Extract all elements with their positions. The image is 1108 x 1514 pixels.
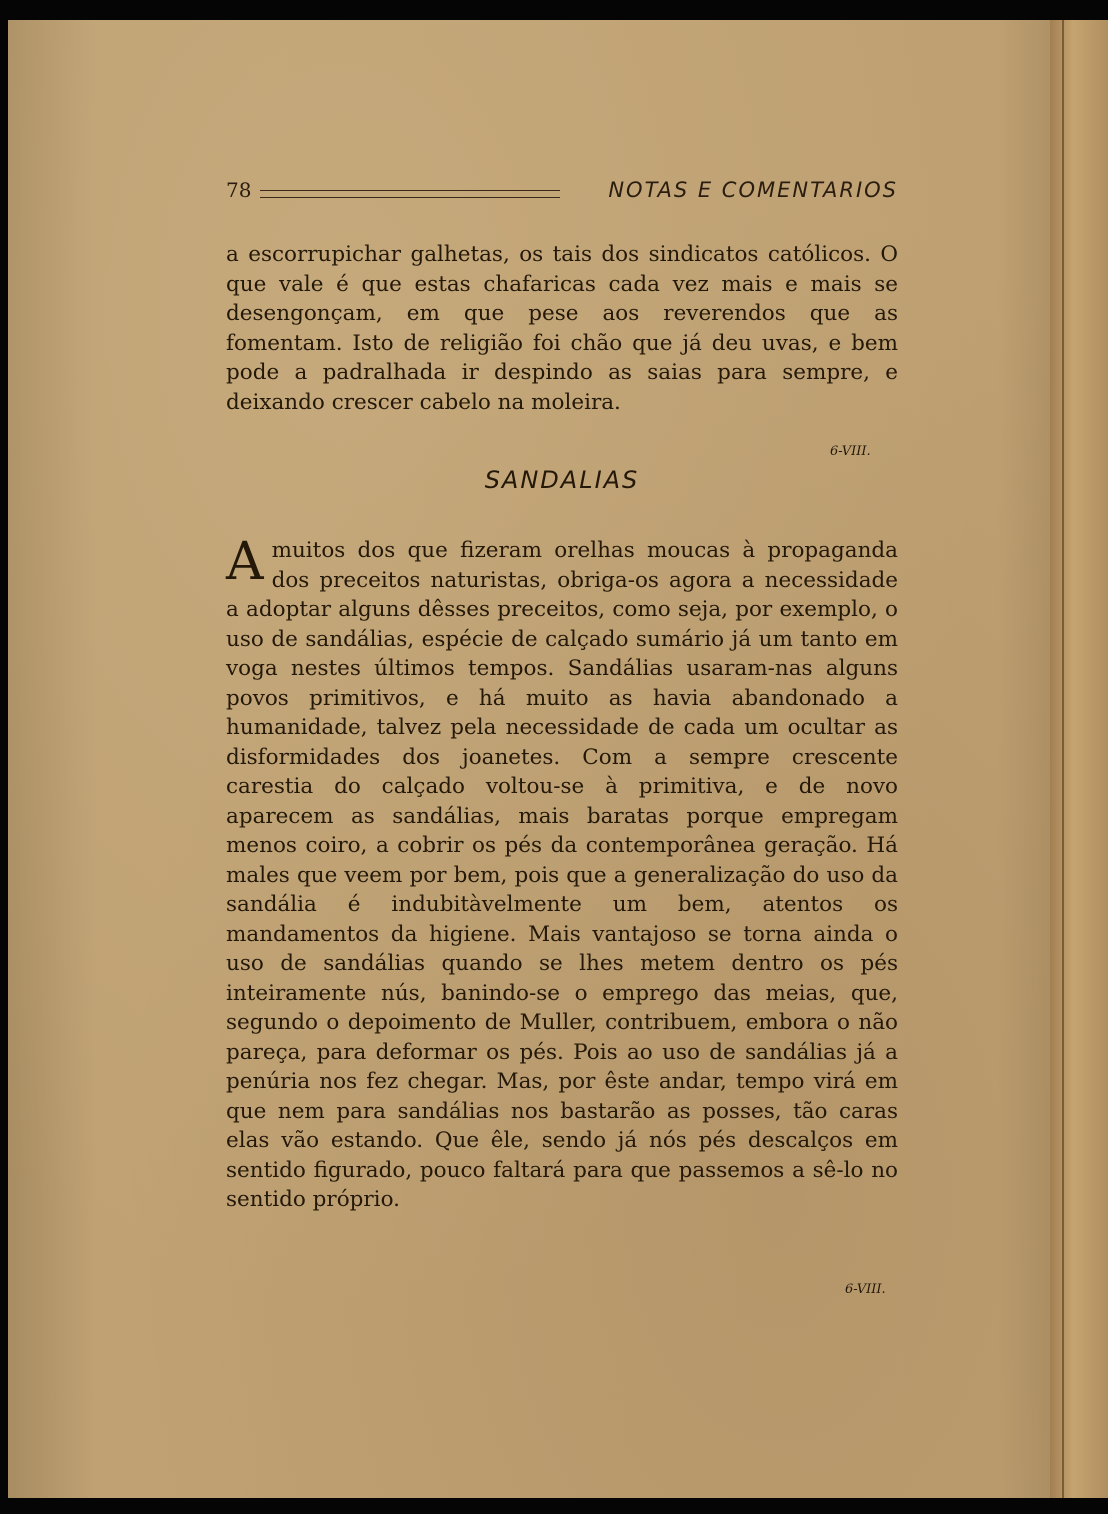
drop-cap: A — [226, 532, 264, 592]
section-title: SANDALIAS — [484, 466, 640, 494]
page-number: 78 — [226, 178, 252, 202]
article-paragraph: muitos dos que fizeram orelhas moucas à propaganda dos preceitos naturistas, obriga-os agora a necessidade a adoptar alguns dêsses preceitos, como seja, por exemplo, o uso de sandálias, espécie de calçado sumário já um tanto em voga nestes últimos tempos. Sandálias usaram-nas alguns povos primitivos, e há muito as havia abandonado a humanidade, talvez pela necessidade de cada um ocultar as disformidades dos joanetes. Com a sempre crescente carestia do calçado voltou-se à primitiva, e de novo aparecem as sandálias, mais baratas porque empregam menos coiro, a cobrir os pés da contemporânea geração. Há males que veem por bem, pois que a generalização do uso da sandália é indubitàvelmente um bem, atentos os mandamentos da higiene. Mais vantajoso se torna ainda o uso de sandálias quando se lhes metem dentro os pés inteiramente nús, banindo-se o emprego das meias, que, segundo o depoimento de Muller, contribuem, embora o não pareça, para deformar os pés. Pois ao uso de sandálias já a penúria nos fez chegar. Mas, por êste andar, tempo virá em que nem para sandálias nos bastarão as posses, tão caras elas vão estando. Que êle, sendo já nós pés descalços em sentido figurado, pouco faltará para que passemos a sê-lo no sentido próprio. — [226, 538, 898, 1212]
paragraph-text: a escorrupichar galhetas, os tais dos sindicatos católicos. O que vale é que estas chafaricas cada vez mais e mais se desengonçam, em que pese aos reverendos que as fomentam. Isto de religião foi chão que já deu uvas, e bem pode a padralhada ir despindo as saias para sempre, e deixando crescer cabelo na moleira. — [226, 242, 898, 415]
section-date: 6-VIII. — [830, 444, 871, 459]
facing-page-edge — [1050, 20, 1108, 1498]
page-header — [226, 178, 898, 208]
article-body — [226, 532, 898, 1215]
paragraph-continued — [226, 240, 898, 417]
article-date: 6-VIII. — [845, 1282, 886, 1297]
running-head: NOTAS E COMENTARIOS — [608, 178, 898, 202]
page-fold — [1062, 20, 1064, 1498]
header-rule — [260, 190, 560, 198]
